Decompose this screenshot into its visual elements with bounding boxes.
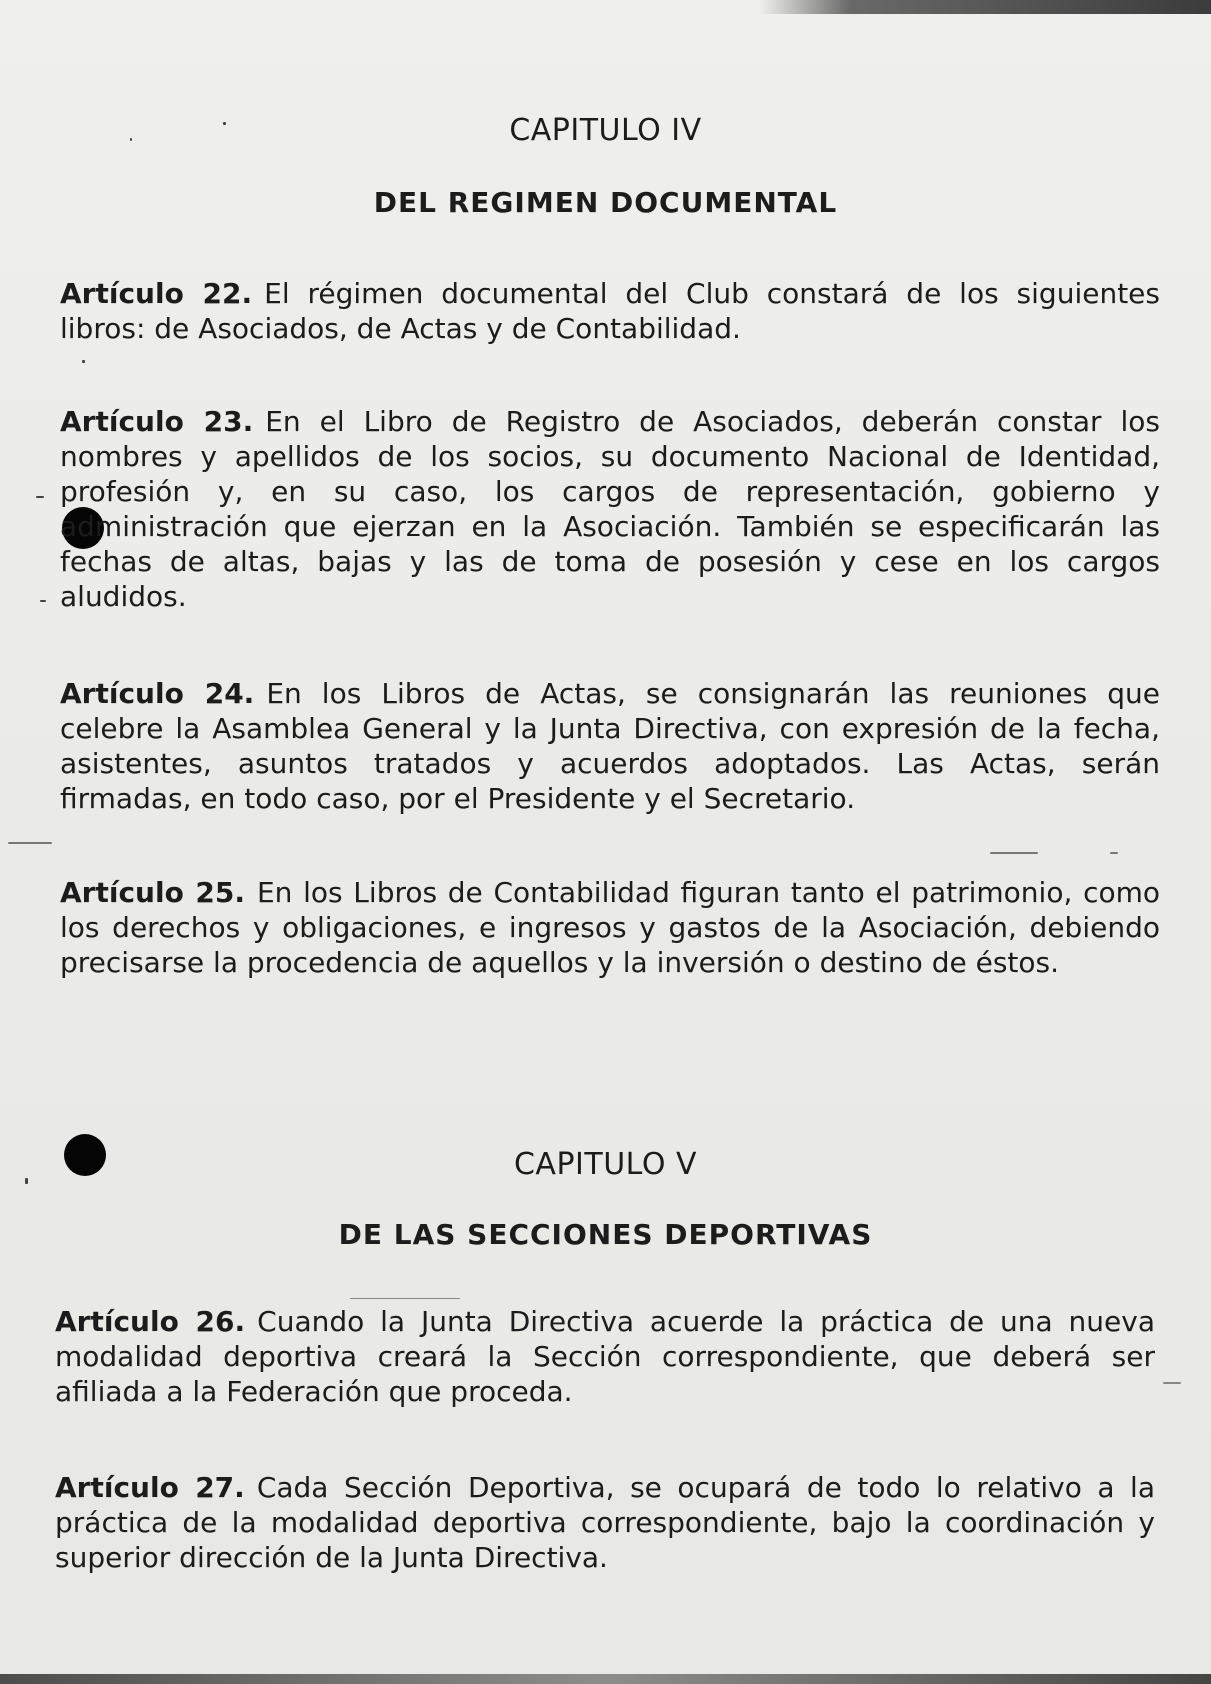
article-text: En los Libros de Actas, se consignarán las reuniones que celebre la Asamblea General y la Junta Directiva, con expresión de la fecha, asistentes, asuntos tratados y acuerdos adoptados. Las Actas, serán firmadas, en todo caso, por el Presidente y el Secretario.: [60, 677, 1160, 815]
scan-speck: [40, 600, 46, 602]
article-label: Artículo 27.: [55, 1471, 245, 1504]
article-label: Artículo 24.: [60, 677, 255, 710]
article-text: El régimen documental del Club constará de los siguientes libros: de Asociados, de Actas y de Contabilidad.: [60, 277, 1160, 345]
scan-speck: [82, 360, 85, 363]
article-25: [60, 875, 1160, 980]
article-label: Artículo 22.: [60, 277, 253, 310]
article-text: En el Libro de Registro de Asociados, deberán constar los nombres y apellidos de los socios, su documento Nacional de Identidad, profesión y, en su caso, los cargos de representación, gobierno y administración que ejerzan en la Asociación. También se especificarán las fechas de altas, bajas y las de toma de posesión y cese en los cargos aludidos.: [60, 405, 1160, 613]
scan-edge-top: [760, 0, 1211, 14]
chapter-heading: DE LAS SECCIONES DEPORTIVAS: [338, 1218, 873, 1251]
scan-speck: [350, 1298, 460, 1299]
article-text: En los Libros de Contabilidad figuran tanto el patrimonio, como los derechos y obligaciones, e ingresos y gastos de la Asociación, debiendo precisarse la procedencia de aquellos y la inversión o destino de éstos.: [60, 876, 1160, 979]
chapter-heading: DEL REGIMEN DOCUMENTAL: [373, 186, 838, 219]
article-text: Cada Sección Deportiva, se ocupará de todo lo relativo a la práctica de la modalidad deportiva correspondiente, bajo la coordinación y superior dirección de la Junta Directiva.: [55, 1471, 1155, 1574]
scan-speck: [990, 852, 1038, 854]
scan-speck: [1110, 852, 1118, 854]
scan-speck: [8, 842, 52, 844]
article-label: Artículo 23.: [60, 405, 254, 438]
article-23: [60, 404, 1160, 614]
article-text: Cuando la Junta Directiva acuerde la práctica de una nueva modalidad deportiva creará la Sección correspondiente, que deberá ser afiliada a la Federación que proceda.: [55, 1305, 1155, 1408]
article-label: Artículo 25.: [60, 876, 245, 909]
article-22: [60, 276, 1160, 346]
article-24: [60, 676, 1160, 816]
scan-edge-bottom: [0, 1674, 1211, 1684]
article-26: [55, 1304, 1155, 1409]
chapter-title: CAPITULO V: [513, 1147, 697, 1182]
article-27: [55, 1470, 1155, 1575]
scan-speck: [36, 496, 44, 498]
scan-speck: [1163, 1382, 1181, 1384]
article-label: Artículo 26.: [55, 1305, 246, 1338]
chapter-title: CAPITULO IV: [509, 113, 702, 148]
